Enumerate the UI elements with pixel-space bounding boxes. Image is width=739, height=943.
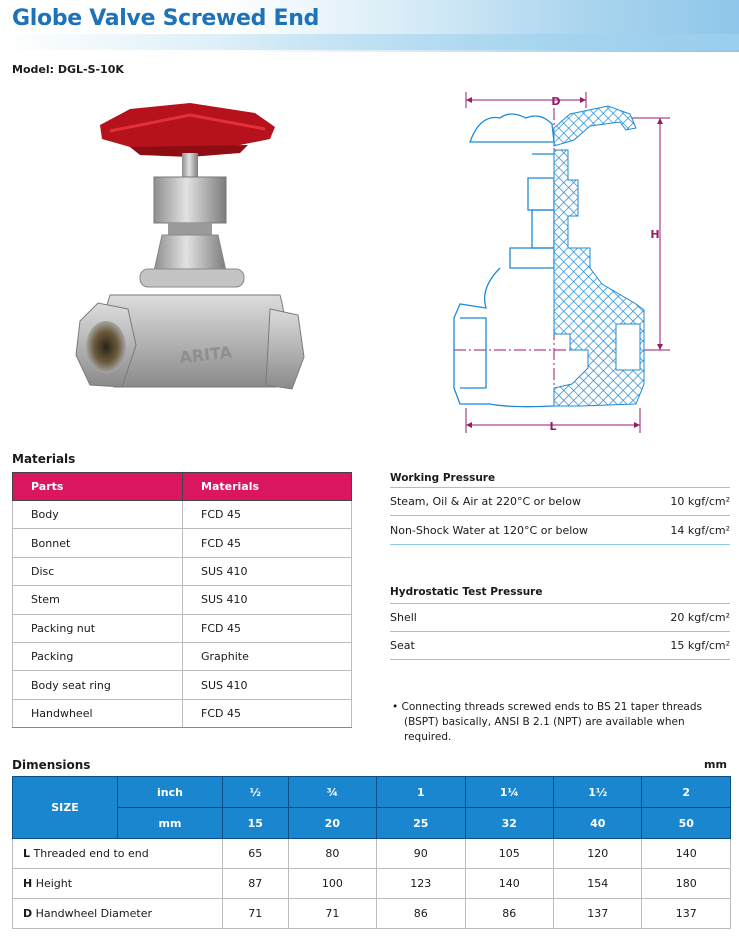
materials-heading: Materials <box>12 452 76 466</box>
table-row <box>13 614 352 642</box>
size-mm: 32 <box>465 808 553 839</box>
part-name: Body seat ring <box>13 671 183 699</box>
pressure-row <box>390 632 730 660</box>
dimension-name: Handwheel Diameter <box>32 907 153 920</box>
part-name: Stem <box>13 586 183 614</box>
dimensions-table <box>12 776 731 929</box>
materials-table <box>12 472 352 728</box>
pressure-condition: Shell <box>390 611 417 624</box>
column-header-materials: Materials <box>183 473 352 501</box>
table-row <box>13 839 731 869</box>
size-header: SIZE <box>13 777 118 839</box>
part-material: FCD 45 <box>183 699 352 727</box>
table-row <box>13 869 731 899</box>
mm-label: mm <box>118 808 223 839</box>
dim-l-label: L <box>549 420 557 433</box>
size-inch: ½ <box>223 777 289 808</box>
part-name: Disc <box>13 557 183 585</box>
dimension-value: 100 <box>288 869 376 899</box>
part-material: FCD 45 <box>183 614 352 642</box>
dim-d-label: D <box>551 95 561 108</box>
dimension-value: 86 <box>377 899 465 929</box>
pressure-value: 14 kgf/cm² <box>670 524 730 537</box>
dimension-value: 80 <box>288 839 376 869</box>
title-underline <box>0 34 739 50</box>
size-inch: 1 <box>377 777 465 808</box>
pressure-condition: Steam, Oil & Air at 220°C or below <box>390 495 581 508</box>
dimension-value: 87 <box>223 869 289 899</box>
mm-row <box>13 808 731 839</box>
part-material: SUS 410 <box>183 557 352 585</box>
dimension-value: 140 <box>465 869 553 899</box>
pressure-value: 15 kgf/cm² <box>670 639 730 652</box>
column-header-parts: Parts <box>13 473 183 501</box>
part-name: Bonnet <box>13 529 183 557</box>
pressure-value: 20 kgf/cm² <box>670 611 730 624</box>
working-pressure-heading: Working Pressure <box>390 472 496 484</box>
size-mm: 40 <box>554 808 642 839</box>
table-row <box>13 586 352 614</box>
dimension-value: 71 <box>288 899 376 929</box>
valve-drawing <box>440 88 680 433</box>
dimension-value: 137 <box>642 899 731 929</box>
size-mm: 20 <box>288 808 376 839</box>
size-inch: 1¼ <box>465 777 553 808</box>
valve-photo <box>70 95 310 425</box>
test-pressure-heading: Hydrostatic Test Pressure <box>390 586 543 598</box>
table-row <box>13 642 352 670</box>
part-name: Packing nut <box>13 614 183 642</box>
thread-note: • Connecting threads screwed ends to BS 21 taper threads (BSPT) basically, ANSI B 2.1 (NPT) are available when required. <box>392 701 702 743</box>
inch-label: inch <box>118 777 223 808</box>
dimension-value: 105 <box>465 839 553 869</box>
dimension-value: 86 <box>465 899 553 929</box>
dimension-value: 90 <box>377 839 465 869</box>
dimensions-unit: mm <box>704 758 727 771</box>
pressure-row <box>390 488 730 516</box>
part-name: Packing <box>13 642 183 670</box>
model-number: Model: DGL-S-10K <box>12 63 124 76</box>
dimension-value: 65 <box>223 839 289 869</box>
size-inch: 1½ <box>554 777 642 808</box>
inch-row <box>13 777 731 808</box>
size-inch: ¾ <box>288 777 376 808</box>
dimension-value: 71 <box>223 899 289 929</box>
pressure-condition: Non-Shock Water at 120°C or below <box>390 524 589 537</box>
pressure-row <box>390 604 730 632</box>
dimension-label <box>13 839 223 869</box>
table-row <box>13 671 352 699</box>
part-name: Body <box>13 501 183 529</box>
size-mm: 25 <box>377 808 465 839</box>
dimension-value: 180 <box>642 869 731 899</box>
dimension-value: 137 <box>554 899 642 929</box>
dimension-letter: D <box>23 907 33 920</box>
part-material: SUS 410 <box>183 586 352 614</box>
size-mm: 50 <box>642 808 731 839</box>
cast-brand-text: ARITA <box>178 342 233 367</box>
dimension-letter: L <box>23 847 31 860</box>
part-material: Graphite <box>183 642 352 670</box>
dimension-value: 123 <box>377 869 465 899</box>
table-row <box>13 699 352 727</box>
dim-h-label: H <box>650 228 660 241</box>
table-row <box>13 529 352 557</box>
pressure-row <box>390 517 730 545</box>
page-title: Globe Valve Screwed End <box>12 6 320 31</box>
dimensions-heading: Dimensions <box>12 758 91 772</box>
materials-header-row <box>13 473 352 501</box>
dimension-name: Height <box>32 877 73 890</box>
pressure-value: 10 kgf/cm² <box>670 495 730 508</box>
part-name: Handwheel <box>13 699 183 727</box>
dimension-value: 154 <box>554 869 642 899</box>
part-material: FCD 45 <box>183 529 352 557</box>
table-row <box>13 501 352 529</box>
table-row <box>13 557 352 585</box>
dimension-name: Threaded end to end <box>30 847 149 860</box>
size-inch: 2 <box>642 777 731 808</box>
dimension-label <box>13 869 223 899</box>
size-mm: 15 <box>223 808 289 839</box>
dimension-letter: H <box>23 877 33 890</box>
dimension-value: 140 <box>642 839 731 869</box>
part-material: FCD 45 <box>183 501 352 529</box>
pressure-condition: Seat <box>390 639 415 652</box>
dimension-value: 120 <box>554 839 642 869</box>
part-material: SUS 410 <box>183 671 352 699</box>
dimension-label <box>13 899 223 929</box>
table-row <box>13 899 731 929</box>
